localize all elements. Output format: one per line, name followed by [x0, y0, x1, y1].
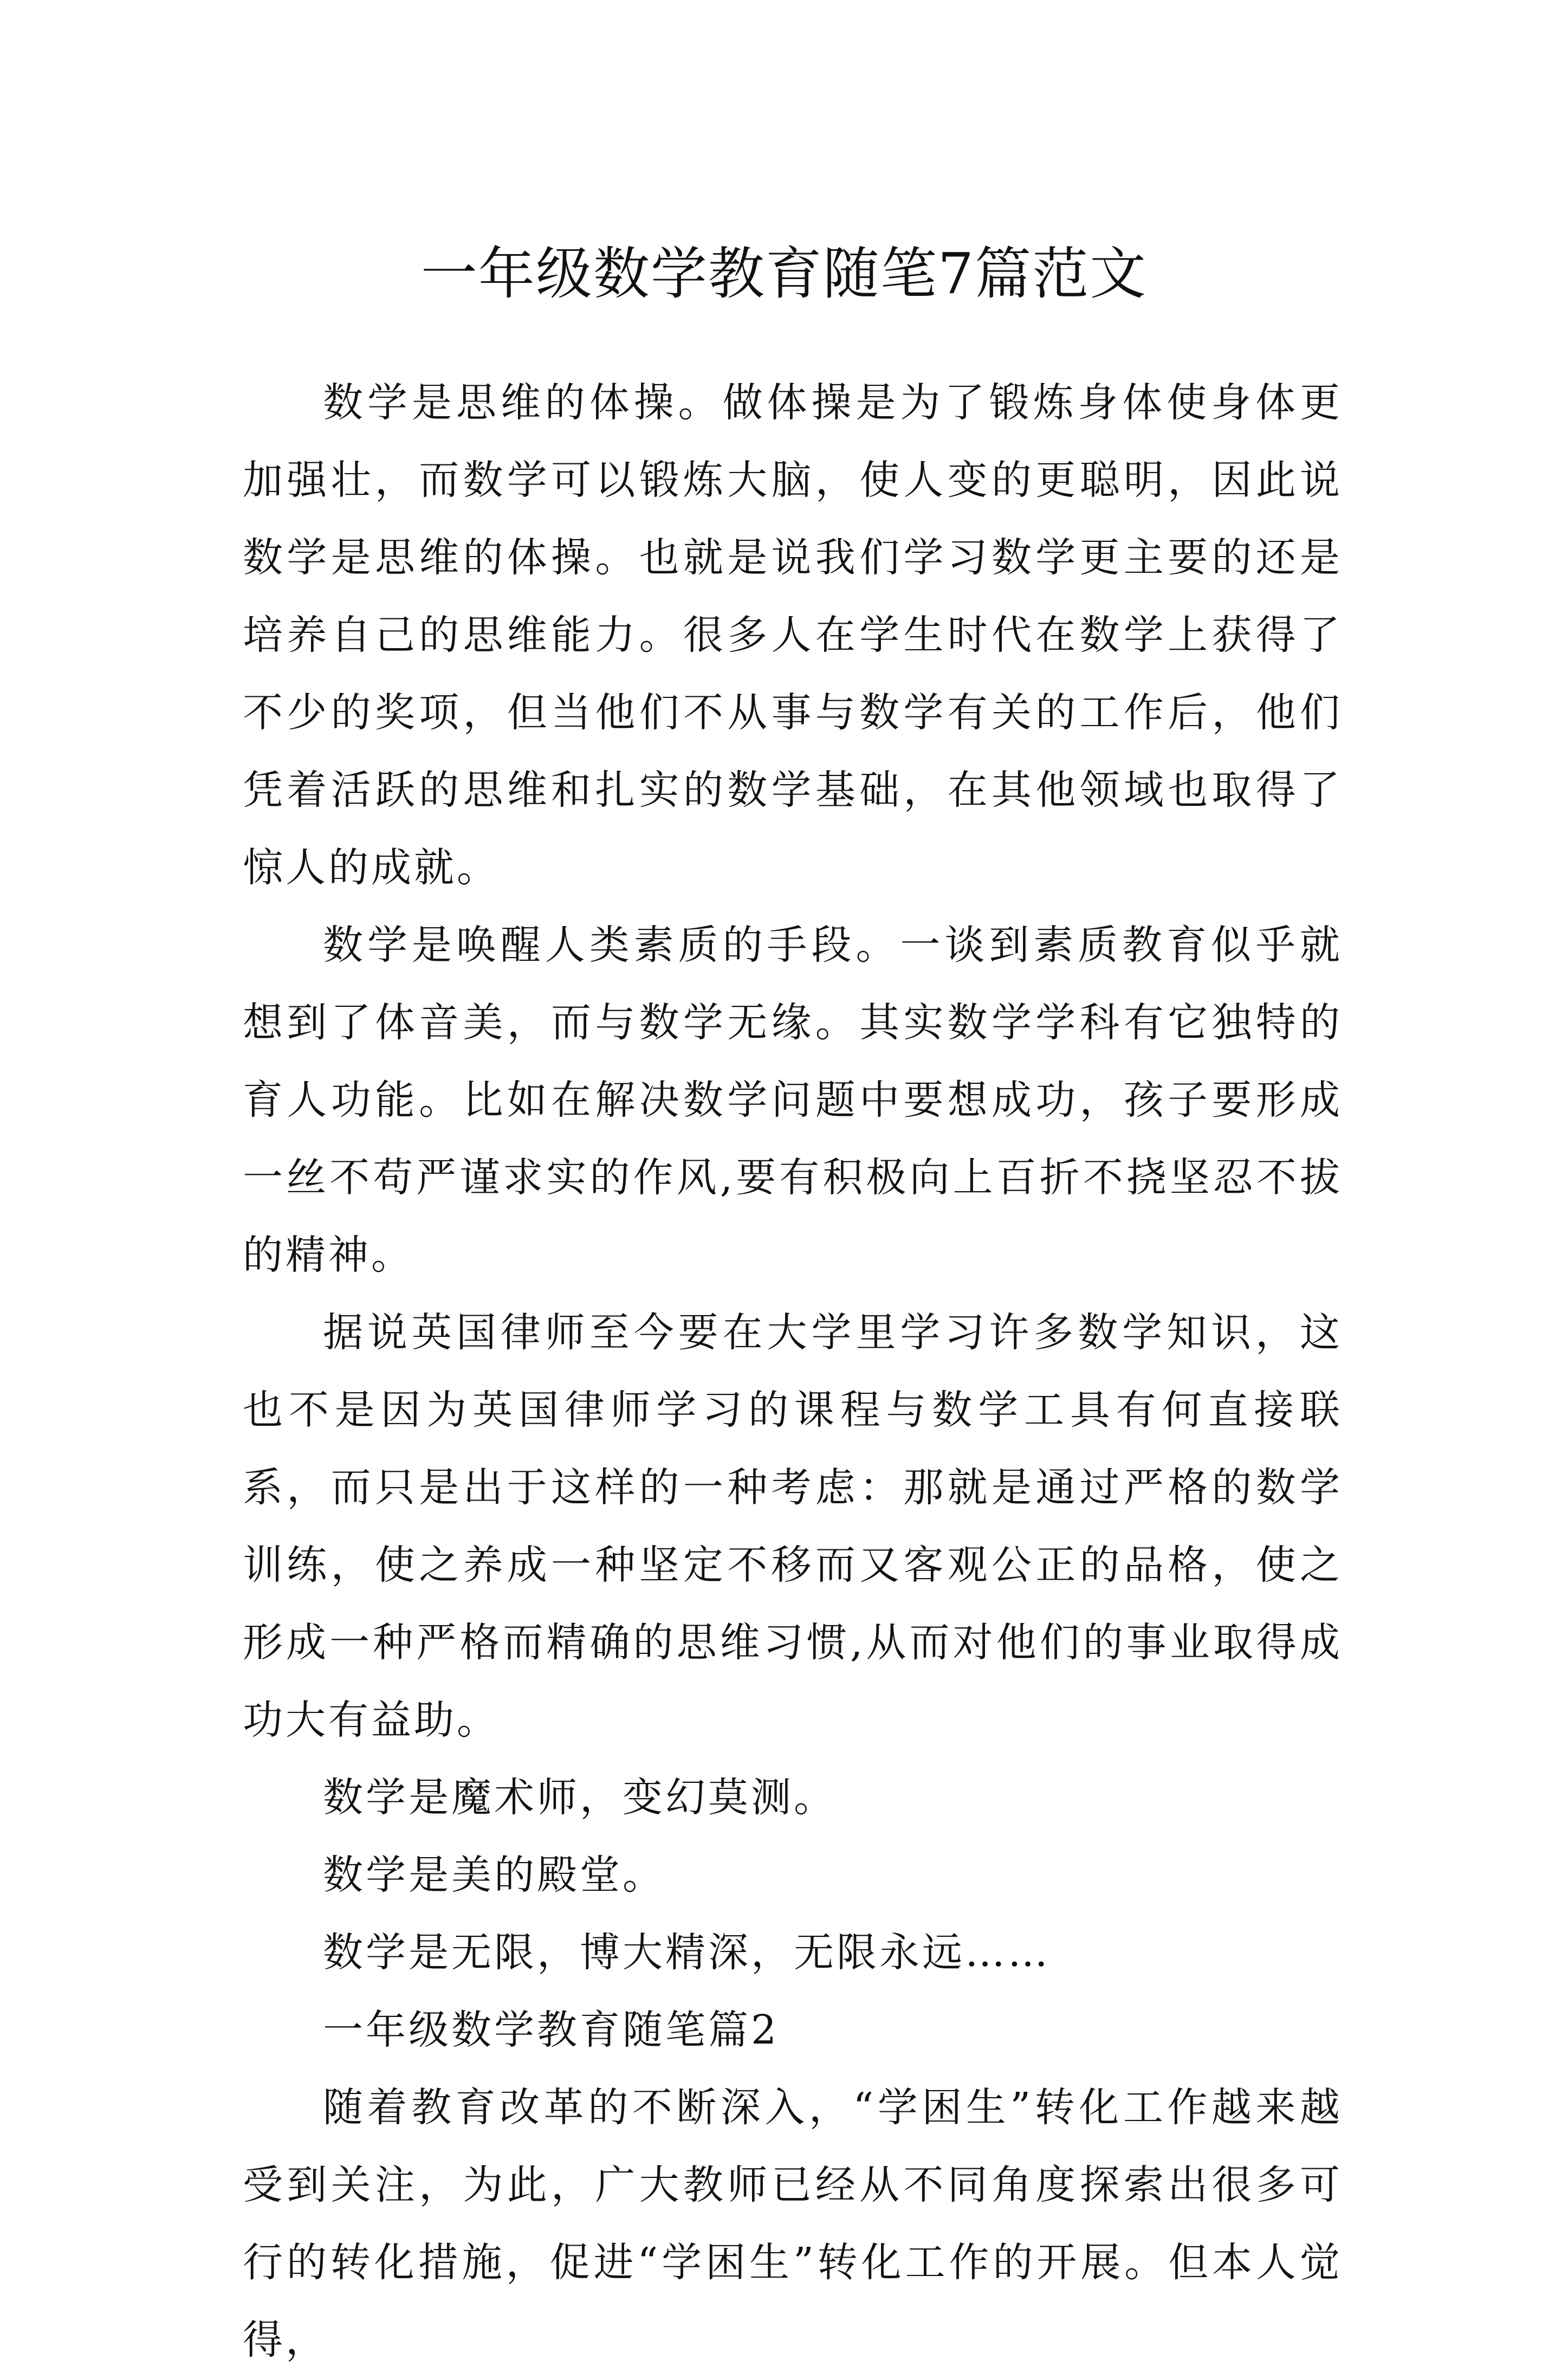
paragraph-1: 数学是思维的体操。做体操是为了锻炼身体使身体更加强壮，而数学可以锻炼大脑，使人变的更聪明，因此说数学是思维的体操。也就是说我们学习数学更主要的还是培养自己的思维能力。很多人在学生时代在数学上获得了不少的奖项，但当他们不从事与数学有关的工作后，他们凭着活跃的思维和扎实的数学基础，在其他领域也取得了惊人的成就。 [243, 379, 1343, 891]
paragraph-7: 随着教育改革的不断深入，“学困生”转化工作越来越受到关注，为此，广大教师已经从不同角度探索出很多可行的转化措施，促进“学困生”转化工作的开展。但本人觉得， [243, 2084, 1343, 2363]
section-heading: 一年级数学教育随笔篇2 [323, 2007, 780, 2053]
document-title: 一年级数学教育随笔7篇范文 [420, 240, 1148, 307]
paragraph-3: 据说英国律师至今要在大学里学习许多数学知识，这也不是因为英国律师学习的课程与数学工具有何直接联系，而只是出于这样的一种考虑：那就是通过严格的数学训练，使之养成一种坚定不移而又客观公正的品格，使之形成一种严格而精确的思维习惯,从而对他们的事业取得成功大有益助。 [243, 1309, 1343, 1743]
paragraph-5: 数学是美的殿堂。 [323, 1852, 665, 1898]
paragraph-4: 数学是魔术师，变幻莫测。 [323, 1774, 837, 1821]
document-body [243, 364, 1343, 2379]
paragraph-6: 数学是无限，博大精深，无限永远…… [323, 1929, 1051, 1976]
paragraph-2: 数学是唤醒人类素质的手段。一谈到素质教育似乎就想到了体音美，而与数学无缘。其实数学学科有它独特的育人功能。比如在解决数学问题中要想成功，孩子要形成一丝不苟严谨求实的作风,要有积极向上百折不挠坚忍不拔的精神。 [243, 922, 1343, 1278]
